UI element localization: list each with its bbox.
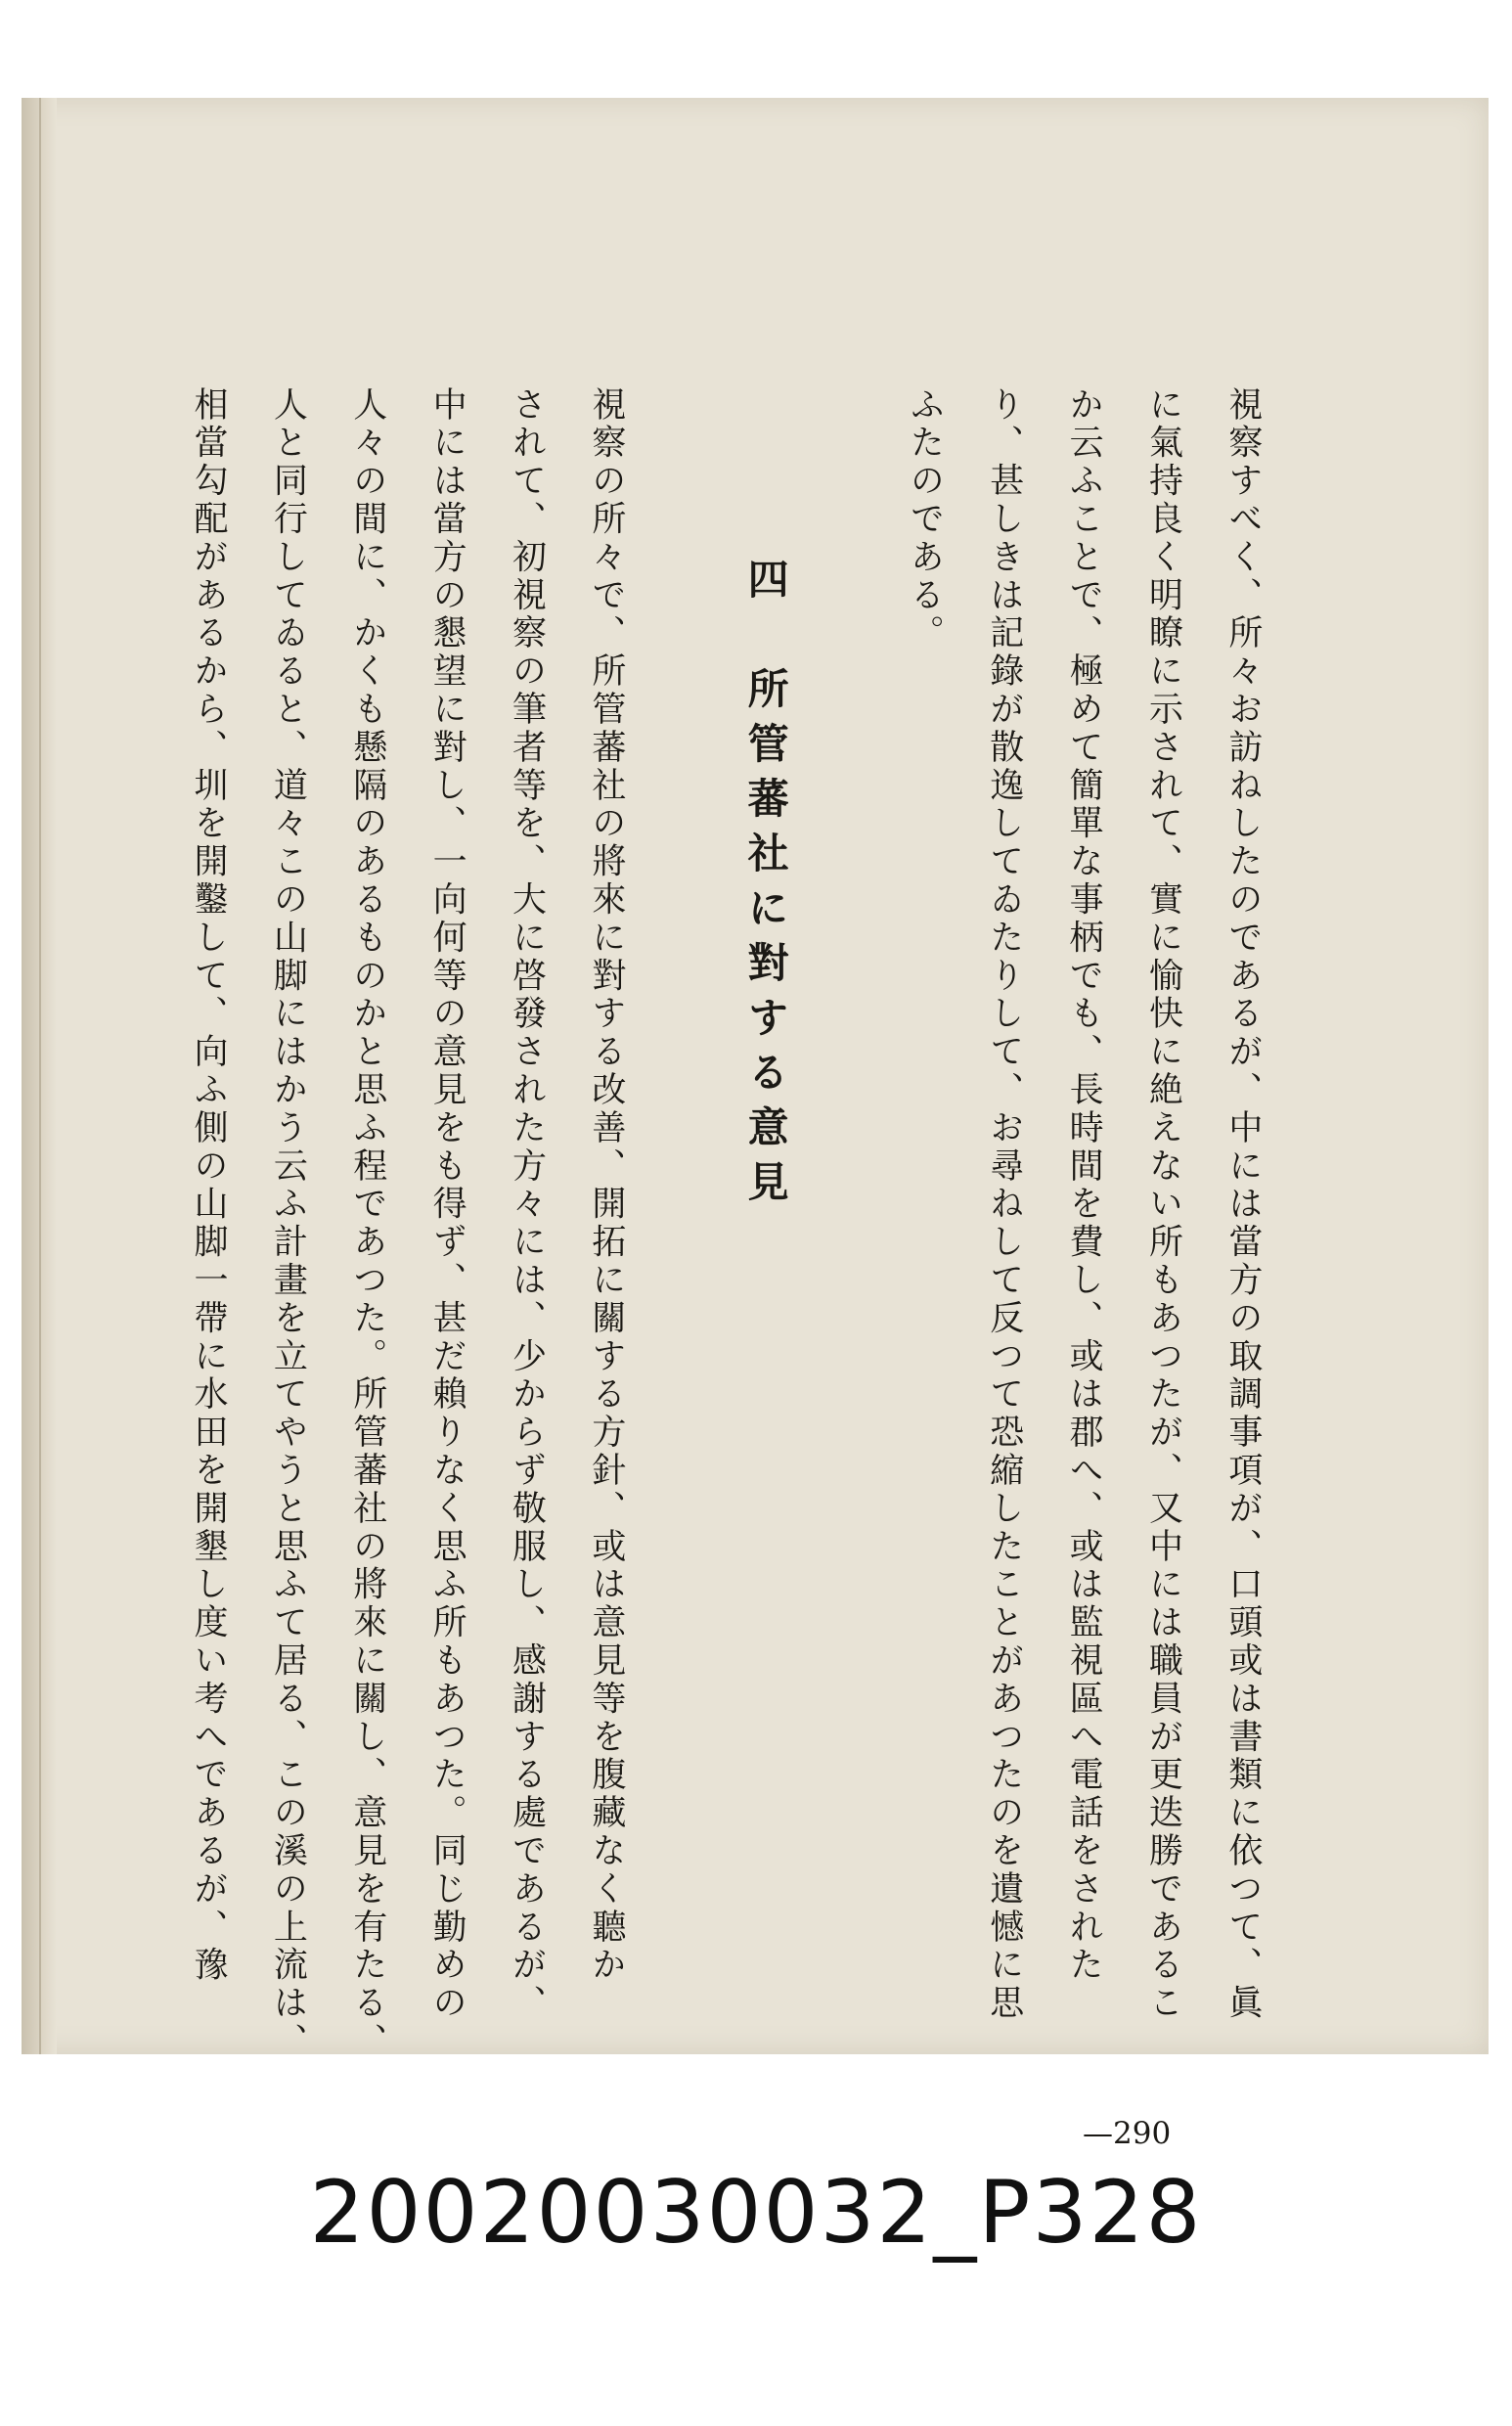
spine-fold-line [39, 98, 41, 2054]
text-column: か云ふことで、極めて簡單な事柄でも、長時間を費し、或は郡へ、或は監視區へ電話をされた [1064, 386, 1104, 1985]
text-column: に氣持良く明瞭に示されて、實に愉快に絶えない所もあつたが、又中には職員が更迭勝であるこ [1143, 386, 1183, 2023]
text-column: 視察の所々で、所管蕃社の將來に對する改善、開拓に關する方針、或は意見等を腹藏なく聽か [586, 386, 626, 1985]
text-column: ふたのである。 [905, 386, 945, 653]
text-column: 相當勾配があるから、圳を開鑿して、向ふ側の山脚一帶に水田を開墾し度い考へであるが、豫 [189, 386, 228, 1985]
text-column: 中には當方の懇望に對し、一向何等の意見をも得ず、甚だ賴りなく思ふ所もあつた。同じ勤めの [427, 386, 467, 2023]
text-column: 人々の間に、かくも懸隔のあるものかと思ふ程であつた。所管蕃社の將來に關し、意見を有たる、 [347, 386, 387, 2061]
image-caption: 20020030032_P328 [309, 2162, 1203, 2263]
text-column: り、甚しきは記錄が散逸してゐたりして、お尋ねして反つて恐縮したことがあつたのを遺憾に思 [984, 386, 1024, 2023]
vertical-text-block [178, 386, 1273, 2069]
text-column: されて、初視察の筆者等を、大に啓發された方々には、少からず敬服し、感謝する處であるが、 [507, 386, 547, 2023]
text-column: 人と同行してゐると、道々この山脚にはかう云ふ計畫を立てやうと思ふて居る、この溪の上流は、 [268, 386, 308, 2061]
book-spine [22, 98, 57, 2054]
book-page [22, 98, 1489, 2151]
page-number: —290 [1083, 2116, 1172, 2151]
text-column: 視察すべく、所々お訪ねしたのであるが、中には當方の取調事項が、口頭或は書類に依つて、眞 [1223, 386, 1263, 2023]
section-heading: 四 所管蕃社に對する意見 [741, 558, 790, 1215]
